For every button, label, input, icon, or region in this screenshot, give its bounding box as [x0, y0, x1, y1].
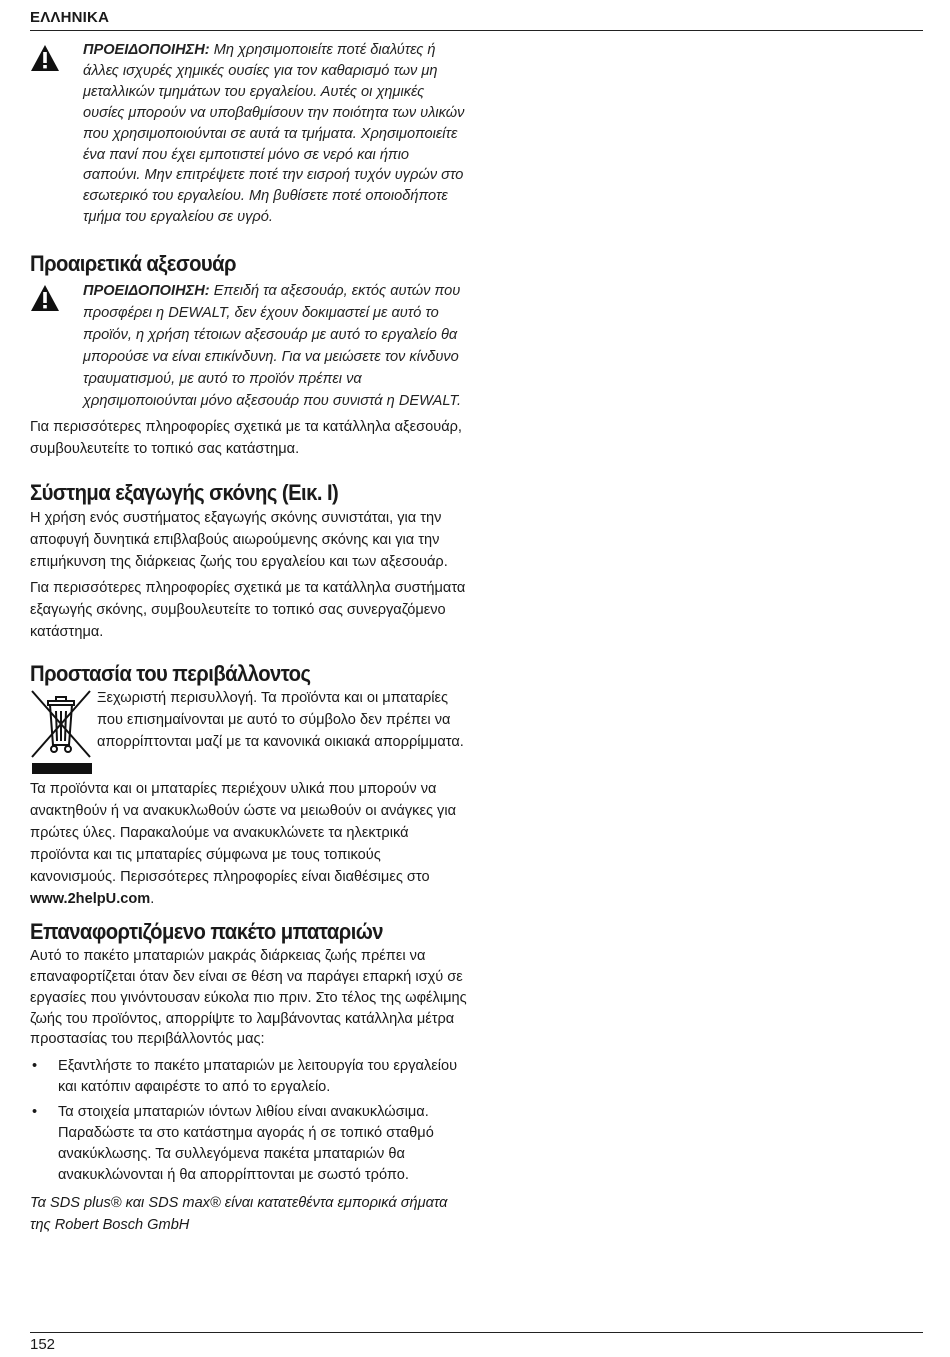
recycling-text: Τα προϊόντα και οι μπαταρίες περιέχουν υλικά που μπορούν να ανακτηθούν ή να ανακυκλωθούν ώστε να μειωθούν οι ανάγκες για πρώτες ύλες. Παρακαλούμε να ανακυκλώνετε τα ηλεκτρικά προϊόντα και τις μπαταρίες σύμφωνα με τους τοπικούς κανονισμούς. Περισσότερες πληροφορίες είναι διαθέσιμες στο — [30, 781, 457, 886]
main-column — [30, 40, 470, 1236]
accessories-warning — [30, 280, 470, 412]
list-item-text: Τα στοιχεία μπαταριών ιόντων λιθίου είναι ανακυκλώσιμα. Παραδώστε τα στο κατάστημα αγοράς ή σε τοπικό σταθμό ανακύκλωσης. Τα συλλεγόμενα πακέτα μπαταριών θα ανακυκλώνονται ή θα απορρίπτονται με σωστό τρόπο. — [58, 1104, 434, 1184]
accessories-info: Για περισσότερες πληροφορίες σχετικά με τα κατάλληλα αξεσουάρ, συμβουλευτείτε το τοπικό σας κατάστημα. — [30, 419, 462, 458]
page-number: 152 — [30, 1336, 56, 1353]
list-item — [30, 1102, 470, 1186]
dust-extraction-heading: Σύστημα εξαγωγής σκόνης (Εικ. I) — [30, 480, 339, 506]
cleaning-warning-text — [83, 40, 468, 228]
bullet-mark: • — [32, 1058, 38, 1075]
separate-collection-text: Ξεχωριστή περισυλλογή. Τα προϊόντα και οι μπαταρίες που επισημαίνονται με αυτό το σύμβολο δεν πρέπει να απορρίπτονται μαζί με τα κανονικά οικιακά απορρίμματα. — [97, 690, 464, 751]
recycling-paragraph — [30, 778, 470, 910]
cleaning-warning — [30, 40, 470, 228]
warning-label: ΠΡΟΕΙΔΟΠΟΙΗΣΗ: — [83, 42, 210, 58]
list-item — [30, 1056, 470, 1098]
trademark-notice: Τα SDS plus® και SDS max® είναι κατατεθέντα εμπορικά σήματα της Robert Bosch GmbH — [30, 1195, 448, 1234]
recycling-period: . — [150, 891, 155, 908]
battery-paragraph: Αυτό το πακέτο μπαταριών μακράς διάρκειας ζωής πρέπει να επαναφορτίζεται όταν δεν είναι σε θέση να παράγει επαρκή ισχύ σε εργασίες που γινόντουσαν εύκολα πιο πριν. Στο τέλος της ωφέλιμης ζωής του προϊόντος, απορρίψτε το λαμβάνοντας κατάλληλα μέτρα προστασίας του περιβάλλοντός μας: — [30, 948, 467, 1048]
battery-heading: Επαναφορτιζόμενο πακέτο μπαταριών — [30, 919, 384, 945]
environment-heading: Προστασία του περιβάλλοντος — [30, 661, 311, 687]
dust-extraction-paragraph-2: Για περισσότερες πληροφορίες σχετικά με τα κατάλληλα συστήματα εξαγωγής σκόνης, συμβουλευτείτε το τοπικό σας συνεργαζόμενο κατάστημα. — [30, 580, 466, 641]
list-item-text: Εξαντλήστε το πακέτο μπαταριών με λειτουργία του εργαλείου και κατόπιν αφαιρέστε το από το εργαλείο. — [58, 1058, 458, 1096]
help-website-link[interactable]: www.2helpU.com — [30, 891, 151, 908]
warning-triangle-icon — [30, 284, 60, 312]
warning-label: ΠΡΟΕΙΔΟΠΟΙΗΣΗ: — [83, 283, 210, 300]
bottom-divider — [30, 1332, 923, 1333]
bullet-mark: • — [32, 1104, 38, 1121]
crossed-out-wheelie-bin-icon — [30, 687, 92, 775]
warning-body: Μη χρησιμοποιείτε ποτέ διαλύτες ή άλλες ισχυρές χημικές ουσίες για τον καθαρισμό των μη μεταλλικών τμημάτων του εργαλείου. Αυτές οι χημικές ουσίες μπορούν να υποβαθμίσουν την ποιότητα των υλικών που χρησιμοποιούνται σε αυτά τα τμήματα. Χρησιμοποιείτε ένα πανί που έχει εμποτιστεί μόνο σε νερό και ήπιο σαπούνι. Μην επιτρέψετε ποτέ την εισροή τυχόν υγρών στο εσωτερικό του εργαλείου. Μη βυθίσετε ποτέ οποιοδήποτε τμήμα του εργαλείου σε υγρό. — [83, 42, 465, 226]
top-divider — [30, 30, 923, 31]
warning-triangle-icon — [30, 44, 60, 72]
accessories-warning-text — [83, 280, 468, 412]
language-header: ΕΛΛΗΝΙΚΑ — [30, 9, 110, 26]
accessories-heading: Προαιρετικά αξεσουάρ — [30, 251, 237, 277]
dust-extraction-paragraph-1: Η χρήση ενός συστήματος εξαγωγής σκόνης συνιστάται, για την αποφυγή δυνητικά επιβλαβούς αιωρούμενης σκόνης και για την επιμήκυνση της διάρκειας ζωής του εργαλείου και των αξεσουάρ. — [30, 510, 448, 571]
battery-disposal-list — [30, 1056, 470, 1186]
warning-body: Επειδή τα αξεσουάρ, εκτός αυτών που προσφέρει η DEWALT, δεν έχουν δοκιμαστεί με αυτό το προϊόν, η χρήση τέτοιων αξεσουάρ με αυτό το εργαλείο θα μπορούσε να είναι επικίνδυνη. Για να μειώσετε τον κίνδυνο τραυματισμού, με αυτό το προϊόν πρέπει να χρησιμοποιούνται μόνο αξεσουάρ που συνιστά η DEWALT. — [83, 283, 462, 410]
separate-collection — [30, 687, 470, 775]
